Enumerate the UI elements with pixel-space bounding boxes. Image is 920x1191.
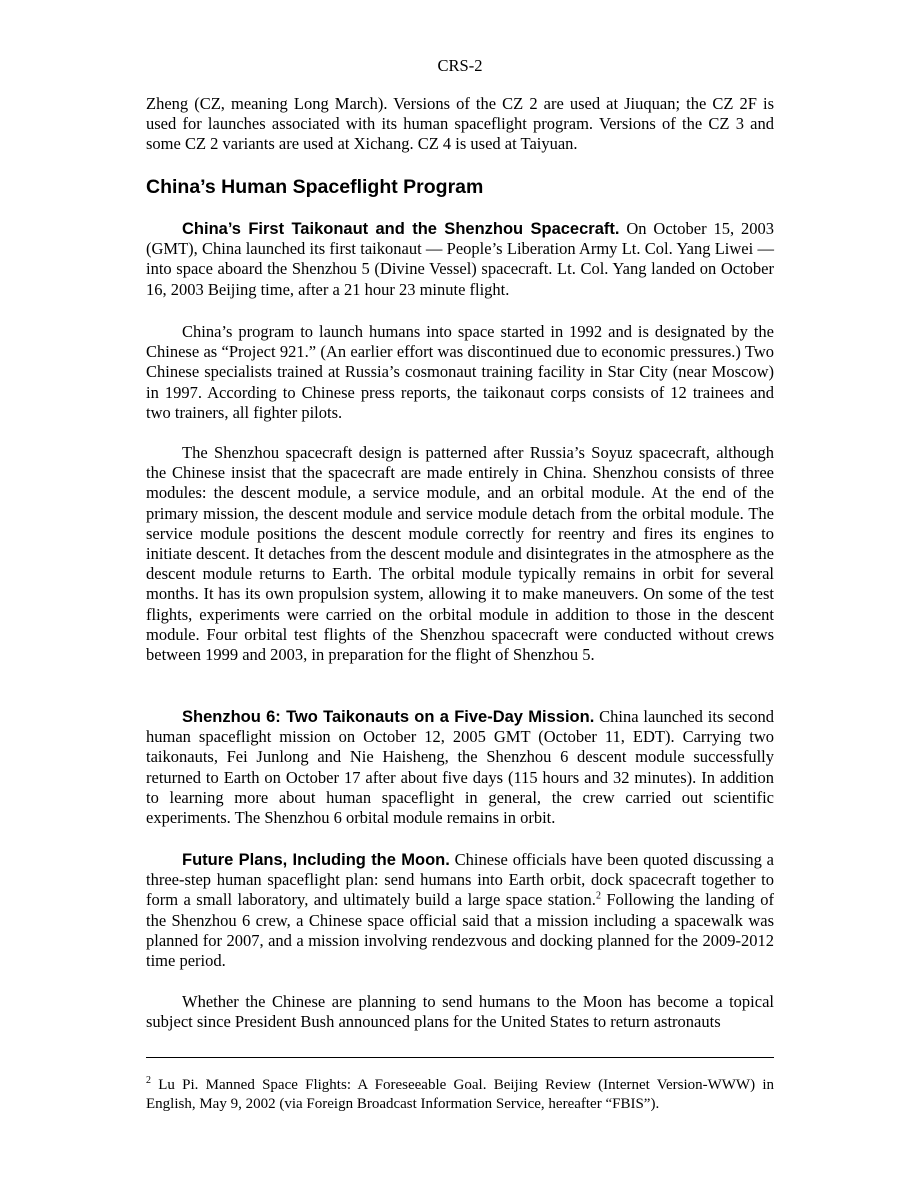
paragraph-text: China launched its second human spaceflight mission on October 12, 2005 GMT (October 11, EDT). Carrying two taikonauts, Fei Junlong and Nie Haisheng, the Shenzhou 6 descent module successfully returned to Earth on October 17 after about five days (115 hours and 32 minutes). In addition to learning more about human spaceflight in general, the crew carried out scientific experiments. The Shenzhou 6 orbital module remains in orbit. <box>146 707 774 828</box>
paragraph-text: Whether the Chinese are planning to send humans to the Moon has become a topical subject since President Bush announced plans for the United States to return astronauts <box>146 992 774 1032</box>
paragraph-text: China’s program to launch humans into space started in 1992 and is designated by the Chinese as “Project 921.” (An earlier effort was discontinued due to economic pressures.) Two Chinese specialists trained at Russia’s cosmonaut training facility in Star City (near Moscow) in 1997. According to Chinese press reports, the taikonaut corps consists of 12 trainees and two trainers, all fighter pilots. <box>146 322 774 422</box>
section-title: China’s Human Spaceflight Program <box>146 176 484 198</box>
paragraph-2 <box>146 322 774 423</box>
paragraph-6 <box>146 992 774 1032</box>
run-in-heading: Shenzhou 6: Two Taikonauts on a Five-Day Mission. <box>182 708 595 726</box>
footnote-reference[interactable]: 2 <box>595 890 601 902</box>
page-header: CRS-2 <box>437 56 483 75</box>
paragraph-text: Chinese officials have been quoted discussing a three-step human spaceflight plan: send humans into Earth orbit, dock spacecraft together to form a small laboratory, and ultimately build a large space station. <box>146 850 774 910</box>
paragraph-1 <box>146 219 774 300</box>
footnote-divider <box>146 1057 774 1058</box>
paragraph-3 <box>146 443 774 665</box>
intro-block <box>146 94 774 155</box>
footnote <box>146 1076 774 1114</box>
paragraph-text: The Shenzhou spacecraft design is patterned after Russia’s Soyuz spacecraft, although the Chinese insist that the spacecraft are made entirely in China. Shenzhou consists of three modules: the descent module, a service module, and an orbital module. At the end of the primary mission, the descent module and service module detach from the orbital module. The service module positions the descent module correctly for reentry and fires its engines to initiate descent. It detaches from the descent module and disintegrates in the atmosphere as the descent module returns to Earth. The orbital module typically remains in orbit for several months. It has its own propulsion system, allowing it to make maneuvers. On some of the test flights, experiments were carried on the orbital module in addition to those in the descent module. Four orbital test flights of the Shenzhou spacecraft were conducted without crews between 1999 and 2003, in preparation for the flight of Shenzhou 5. <box>146 443 774 665</box>
paragraph-5 <box>146 850 774 971</box>
paragraph-4 <box>146 707 774 828</box>
footnote-text: Lu Pi. Manned Space Flights: A Foreseeable Goal. Beijing Review (Internet Version-WWW) in English, May 9, 2002 (via Foreign Broadcast Information Service, hereafter “FBIS”). <box>146 1077 774 1112</box>
run-in-heading: Future Plans, Including the Moon. <box>182 851 450 869</box>
footnote-number: 2 <box>146 1075 151 1086</box>
paragraph-text: On October 15, 2003 (GMT), China launched its first taikonaut — People’s Liberation Army Lt. Col. Yang Liwei — into space aboard the Shenzhou 5 (Divine Vessel) spacecraft. Lt. Col. Yang landed on October 16, 2003 Beijing time, after a 21 hour 23 minute flight. <box>146 219 774 299</box>
run-in-heading: China’s First Taikonaut and the Shenzhou Spacecraft. <box>182 220 620 238</box>
intro-paragraph: Zheng (CZ, meaning Long March). Versions of the CZ 2 are used at Jiuquan; the CZ 2F is used for launches associated with its human spaceflight program. Versions of the CZ 3 and some CZ 2 variants are used at Xichang. CZ 4 is used at Taiyuan. <box>146 94 774 154</box>
paragraph-text: Following the landing of the Shenzhou 6 crew, a Chinese space official said that a mission including a spacewalk was planned for 2007, and a mission involving rendezvous and docking planned for the 2009-2012 time period. <box>146 890 774 971</box>
